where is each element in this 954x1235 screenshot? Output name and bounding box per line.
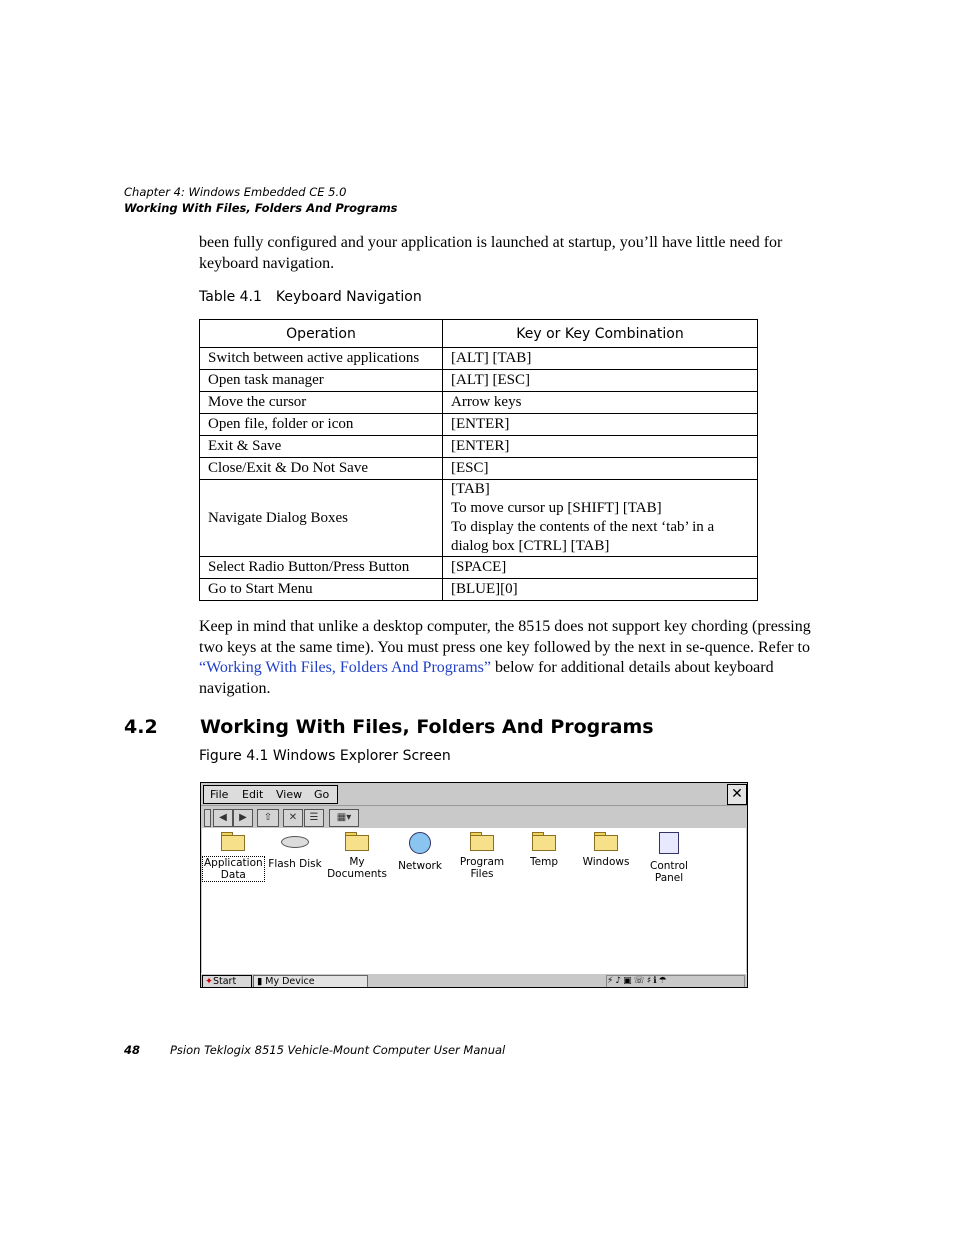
page-number: 48 [124,1043,141,1057]
table-caption-title: Keyboard Navigation [275,289,422,305]
chording-paragraph [199,617,811,699]
key-cell: [BLUE][0] [443,579,758,601]
back-arrow-icon[interactable]: ◀ [213,809,233,827]
up-folder-icon[interactable]: ⇧ [257,809,279,827]
key-line: To display the contents of the next ‘tab’ in a [451,519,715,535]
table-row [200,579,758,601]
view-menu-icon[interactable]: ▦▾ [329,809,359,827]
table-row [200,370,758,392]
key-cell: [ENTER] [443,436,758,458]
table-row [200,392,758,414]
item-network[interactable] [389,832,451,872]
windows-explorer-screenshot [200,782,748,988]
key-cell: [ENTER] [443,414,758,436]
key-cell: [ALT] [TAB] [443,348,758,370]
item-control-panel[interactable] [638,832,700,884]
item-label: Temp [530,856,558,868]
item-flash-disk[interactable] [264,832,326,870]
item-label: Program [459,856,505,868]
folder-icon [532,832,556,850]
running-header-chapter: Chapter 4: Windows Embedded CE 5.0 [124,185,347,199]
toolbar-grip-icon [204,809,211,827]
item-label: Windows [582,856,630,868]
section-title: Working With Files, Folders And Programs [200,716,654,738]
delete-icon[interactable]: ✕ [283,809,303,827]
disk-icon [281,836,309,848]
column-header-operation: Operation [200,320,443,348]
key-cell: [ESC] [443,458,758,480]
folder-icon [470,832,494,850]
control-panel-icon [659,832,679,854]
cross-reference-link[interactable]: “Working With Files, Folders And Programs” [199,659,491,676]
menu-group [203,785,338,804]
key-cell: [ALT] [ESC] [443,370,758,392]
item-label: Control [650,860,688,872]
menu-file[interactable]: File [210,788,229,801]
windows-logo-icon: ✦ [205,976,213,987]
item-application-data[interactable] [202,832,264,882]
table-row [200,458,758,480]
operation-cell: Exit & Save [200,436,443,458]
toolbar [201,805,747,828]
operation-cell: Open file, folder or icon [200,414,443,436]
menu-bar [201,783,747,805]
table-row [200,557,758,579]
key-cell: [SPACE] [443,557,758,579]
table-row [200,414,758,436]
window-label: My Device [265,976,315,987]
item-label: Panel [654,872,684,884]
item-label: Documents [327,868,387,880]
properties-icon[interactable]: ☰ [304,809,324,827]
operation-cell: Select Radio Button/Press Button [200,557,443,579]
operation-cell: Go to Start Menu [200,579,443,601]
item-temp[interactable] [513,832,575,868]
key-cell: Arrow keys [443,392,758,414]
item-label: Application Data [204,857,263,881]
item-label: My [349,856,365,868]
key-line: [TAB] [451,481,490,497]
operation-cell: Navigate Dialog Boxes [200,480,443,557]
close-button[interactable] [727,784,747,805]
item-windows[interactable] [575,832,637,868]
running-header-section: Working With Files, Folders And Programs [124,201,398,215]
folder-small-icon: ▮ [257,976,266,987]
column-header-key: Key or Key Combination [443,320,758,348]
section-number: 4.2 [124,716,158,738]
menu-edit[interactable]: Edit [242,788,264,801]
table-row [200,480,758,557]
figure-caption: Figure 4.1 Windows Explorer Screen [199,748,451,764]
menu-go[interactable]: Go [314,788,330,801]
paragraph-text: below for additional details about keyboard navigation. [199,659,774,697]
footer-title: Psion Teklogix 8515 Vehicle-Mount Computer User Manual [170,1043,506,1057]
table-header-row [200,320,758,348]
operation-cell: Close/Exit & Do Not Save [200,458,443,480]
operation-cell: Open task manager [200,370,443,392]
taskbar-window-my-device[interactable] [253,975,368,988]
folder-icon [594,832,618,850]
start-button[interactable] [202,975,252,988]
item-label: Flash Disk [268,858,322,870]
folder-icon [221,832,245,850]
system-tray[interactable]: ⚡♪▣☏♯ℹ☂ [606,975,745,988]
intro-paragraph: been fully configured and your application is launched at startup, you’ll have little need for keyboard navigation. [199,234,783,272]
keyboard-navigation-table [199,319,758,601]
item-program-files[interactable] [451,832,513,880]
item-my-documents[interactable] [326,832,388,880]
folder-icon [345,832,369,850]
forward-arrow-icon[interactable]: ▶ [233,809,253,827]
taskbar [201,973,747,988]
menu-view[interactable]: View [276,788,303,801]
paragraph-text: Keep in mind that unlike a desktop computer, the 8515 does not support key chording (pressing two keys at the same time). You must press one key followed by the next in se-quence. Refer to [199,618,811,656]
key-line: dialog box [CTRL] [TAB] [451,538,610,554]
key-line: To move cursor up [SHIFT] [TAB] [451,500,662,516]
file-list-pane [202,828,746,973]
table-row [200,436,758,458]
table-row [200,348,758,370]
operation-cell: Move the cursor [200,392,443,414]
close-icon: ✕ [731,786,743,802]
network-icon [409,832,431,854]
start-label: Start [212,976,237,987]
table-caption [199,289,422,305]
key-cell [443,480,758,557]
table-caption-number: Table 4.1 [199,289,262,305]
item-label: Network [398,860,442,872]
operation-cell: Switch between active applications [200,348,443,370]
item-label: Files [470,868,494,880]
